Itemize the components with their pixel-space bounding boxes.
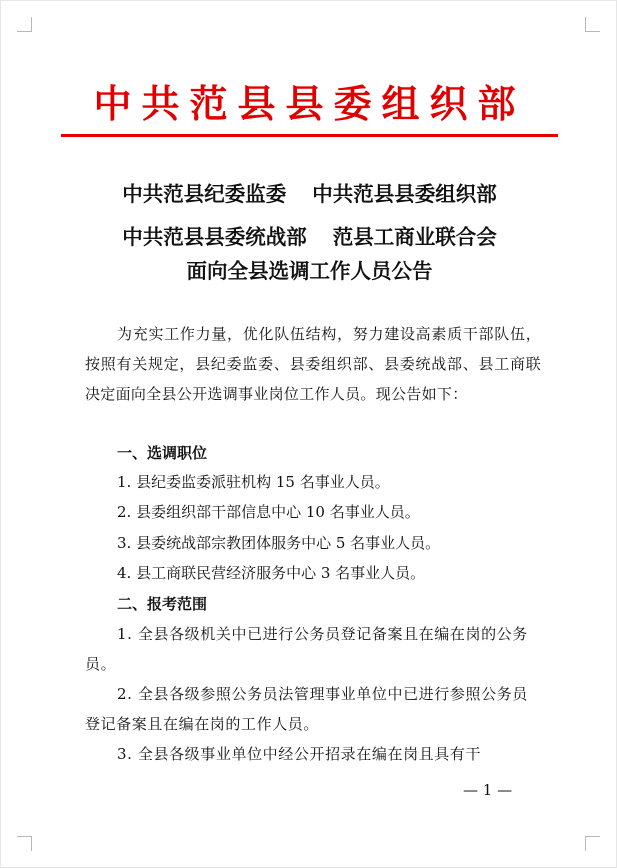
crop-mark-bottom-right bbox=[585, 836, 600, 851]
crop-mark-bottom-left bbox=[17, 836, 32, 851]
position-item: 4. 县工商联民营经济服务中心 3 名事业人员。 bbox=[117, 564, 426, 582]
position-item: 1. 县纪委监委派驻机构 15 名事业人员。 bbox=[117, 473, 390, 491]
scope-item: 1. 全县各级机关中已进行公务员登记备案且在编在岗的公务员。 bbox=[85, 625, 528, 673]
issuer-federation-commerce: 范县工商业联合会 bbox=[332, 225, 497, 249]
document-title-line-2 bbox=[61, 223, 558, 251]
crop-mark-top-left bbox=[17, 17, 32, 32]
document-title-line-1 bbox=[61, 180, 558, 208]
intro-paragraph: 为充实工作力量，优化队伍结构，努力建设高素质干部队伍，按照有关规定，县纪委监委、县委组织部、县委统战部、县工商联决定面向全县公开选调事业岗位工作人员。现公告如下： bbox=[85, 325, 541, 403]
crop-mark-top-right bbox=[585, 17, 600, 32]
scope-item: 3. 全县各级事业单位中经公开招录在编在岗且具有干 bbox=[117, 745, 482, 763]
section-heading-positions: 一、选调职位 bbox=[117, 444, 208, 462]
page-number: — 1 — bbox=[463, 781, 513, 799]
red-letterhead-title: 中共范县县委组织部 bbox=[93, 81, 526, 126]
issuer-discipline-commission: 中共范县纪委监委 bbox=[122, 182, 287, 206]
position-item: 3. 县委统战部宗教团体服务中心 5 名事业人员。 bbox=[117, 534, 441, 552]
issuer-united-front-dept: 中共范县县委统战部 bbox=[122, 225, 307, 249]
document-title-line-3: 面向全县选调工作人员公告 bbox=[186, 259, 433, 283]
red-separator-line bbox=[61, 134, 558, 137]
issuer-organization-dept: 中共范县县委组织部 bbox=[312, 182, 497, 206]
section-heading-scope: 二、报考范围 bbox=[117, 595, 208, 613]
position-item: 2. 县委组织部干部信息中心 10 名事业人员。 bbox=[117, 503, 420, 521]
scope-item: 2. 全县各级参照公务员法管理事业单位中已进行参照公务员登记备案且在编在岗的工作人员。 bbox=[85, 685, 528, 733]
